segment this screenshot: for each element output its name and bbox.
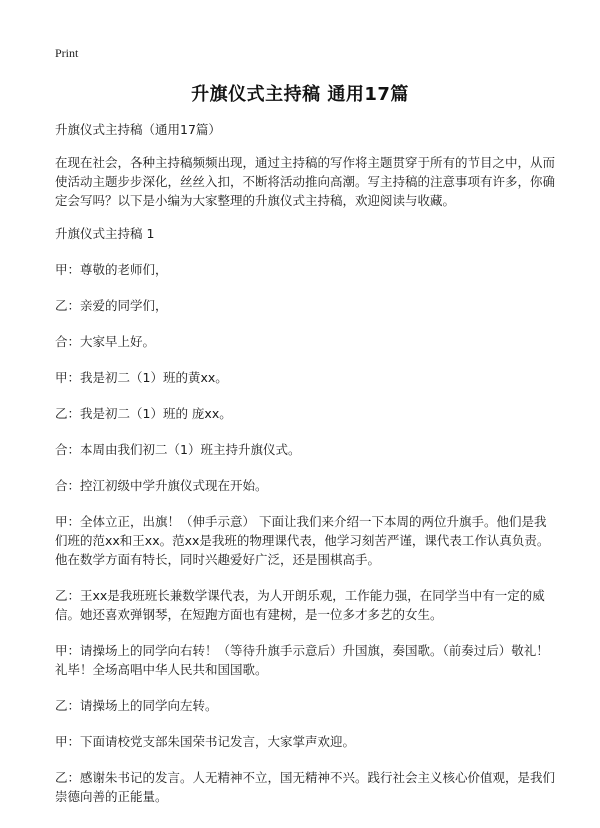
document-subtitle: 升旗仪式主持稿（通用17篇）	[55, 122, 221, 137]
script-line: 乙：王xx是我班班长兼数学课代表，为人开朗乐观，工作能力强，在同学当中有一定的威信。她还喜欢弹钢琴，在短跑方面也有建树，是一位多才多艺的女生。	[55, 588, 545, 622]
script-line: 合：大家早上好。	[55, 334, 156, 349]
script-line: 合：本周由我们初二（1）班主持升旗仪式。	[55, 442, 301, 457]
script-line: 甲：全体立正，出旗！（伸手示意） 下面让我们来介绍一下本周的两位升旗手。他们是我们班的范xx和王xx。范xx是我班的物理课代表，他学习刻苦严谨，课代表工作认真负责。他在数学方面有特长，同时兴趣爱好广泛，还是围棋高手。	[55, 514, 550, 567]
script-line: 甲：尊敬的老师们，	[55, 262, 168, 277]
section-heading: 升旗仪式主持稿 1	[55, 226, 155, 241]
script-line: 乙：我是初二（1）班的 庞xx。	[55, 406, 232, 421]
script-line: 乙：亲爱的同学们，	[55, 298, 168, 313]
script-line: 甲：我是初二（1）班的黄xx。	[55, 370, 228, 385]
script-line: 乙：请操场上的同学向左转。	[55, 698, 218, 713]
script-line: 乙：感谢朱书记的发言。人无精神不立，国无精神不兴。践行社会主义核心价值观，是我们崇德向善的正能量。	[55, 770, 556, 804]
script-line: 甲：请操场上的同学向右转！（等待升旗手示意后）升国旗，奏国歌。（前奏过后）敬礼！礼毕！全场高唱中华人民共和国国歌。	[55, 643, 549, 677]
intro-paragraph: 在现在社会，各种主持稿频频出现，通过主持稿的写作将主题贯穿于所有的节目之中，从而使活动主题步步深化，丝丝入扣，不断将活动推向高潮。写主持稿的注意事项有许多，你确定会写吗？以下是小编为大家整理的升旗仪式主持稿，欢迎阅读与收藏。	[55, 155, 556, 208]
script-line: 甲：下面请校党支部朱国荣书记发言，大家掌声欢迎。	[55, 734, 356, 749]
script-line: 合：控江初级中学升旗仪式现在开始。	[55, 478, 268, 493]
document-body	[55, 120, 555, 823]
document-title: 升旗仪式主持稿 通用17篇	[191, 84, 409, 105]
print-link[interactable]: Print	[55, 46, 79, 60]
